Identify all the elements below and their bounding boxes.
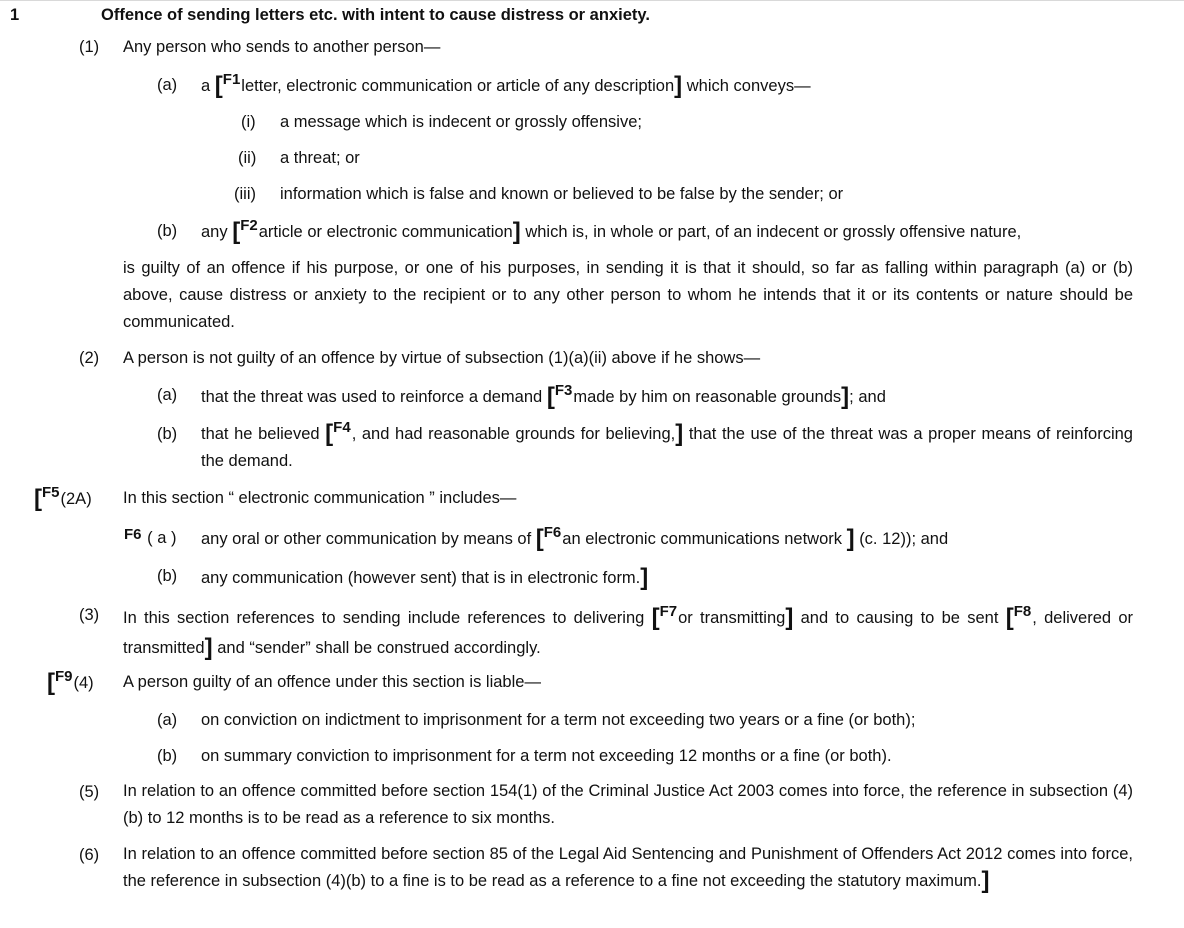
- amendment-bracket-close: ]: [674, 72, 683, 99]
- footnote-marker[interactable]: F9: [55, 668, 73, 685]
- amendment-bracket-open: [: [546, 383, 555, 410]
- paragraph-text: on conviction on indictment to imprisonment for a term not exceeding two years or a fine (or both);: [201, 711, 916, 729]
- subsection-label: [F5(2A): [34, 484, 92, 512]
- amendment-bracket-open: [: [651, 604, 660, 631]
- subsection-label: (5): [79, 783, 100, 801]
- item-label: (iii): [234, 185, 256, 203]
- footnote-marker[interactable]: F7: [659, 603, 678, 620]
- paragraph-label: (b): [157, 222, 178, 240]
- paragraph-label: (a): [157, 711, 178, 729]
- amendment-bracket-close: ]: [785, 604, 794, 631]
- footnote-marker[interactable]: F6: [543, 524, 562, 541]
- subsection-text: In this section references to sending include references to delivering [F7or transmitting] and to causing to be sent [F8, delivered or transmitted] and “sender” shall be construed accordingly.: [123, 603, 1134, 661]
- section-number: 1: [10, 6, 20, 24]
- amendment-bracket-close: ]: [512, 218, 521, 245]
- footnote-marker[interactable]: F2: [240, 217, 258, 234]
- item-text: a threat; or: [280, 149, 360, 167]
- item-label: (ii): [238, 149, 257, 167]
- footnote-marker[interactable]: F8: [1013, 603, 1032, 620]
- subsection-conclusion: is guilty of an offence if his purpose, or one of his purposes, in sending it is that it should, so far as falling within paragraph (a) or (b) above, cause distress or anxiety to the recipient or to any other person to whom he intends that it or its contents or nature should be communicated.: [123, 259, 1133, 331]
- subsection-label: (2): [79, 349, 100, 367]
- paragraph-text: any oral or other communication by means of [F6an electronic communications network ] (c. 12)); and: [201, 524, 949, 552]
- footnote-marker[interactable]: F1: [222, 71, 241, 88]
- amendment-bracket-close: ]: [675, 420, 684, 447]
- footnote-marker[interactable]: F4: [333, 419, 351, 436]
- paragraph-label: (a): [157, 76, 178, 94]
- paragraph-label: (a): [157, 386, 178, 404]
- amendment-bracket-close: ]: [846, 525, 855, 552]
- item-text: a message which is indecent or grossly offensive;: [280, 113, 642, 131]
- amendment-bracket-close: ]: [204, 634, 213, 661]
- paragraph-text: a [F1letter, electronic communication or article of any description] which conveys—: [201, 71, 811, 99]
- paragraph-label: (b): [157, 425, 178, 443]
- subsection-label: (6): [79, 846, 100, 864]
- paragraph-text: any communication (however sent) that is in electronic form.]: [201, 564, 649, 591]
- amendment-bracket-open: [: [214, 72, 223, 99]
- amendment-bracket-open: [: [535, 525, 544, 552]
- amendment-bracket-open: [: [325, 420, 334, 447]
- paragraph-text: that he believed [F4, and had reasonable grounds for believing,] that the use of the threat was a proper means of reinforcing the demand.: [201, 419, 1133, 470]
- subsection-text: In relation to an offence committed before section 85 of the Legal Aid Sentencing and Punishment of Offenders Act 2012 comes into force, the reference in subsection (4)(b) to a fine is to be read as a reference to a fine not exceeding the statutory maximum.]: [123, 845, 1133, 894]
- subsection-text: In relation to an offence committed before section 154(1) of the Criminal Justice Act 2003 comes into force, the reference in subsection (4)(b) to 12 months is to be read as a reference to six months.: [123, 782, 1133, 827]
- subsection-label: [F9(4): [47, 668, 94, 696]
- paragraph-label: (b): [157, 567, 178, 585]
- footnote-marker[interactable]: F6: [124, 526, 142, 543]
- amendment-bracket-close: ]: [841, 383, 850, 410]
- amendment-bracket-close: ]: [981, 867, 990, 894]
- amendment-bracket-open: [: [47, 669, 55, 696]
- paragraph-label: (b): [157, 747, 178, 765]
- top-rule: [0, 0, 1184, 1]
- amendment-bracket-open: [: [1005, 604, 1014, 631]
- paragraph-text: on summary conviction to imprisonment for a term not exceeding 12 months or a fine (or both).: [201, 747, 892, 765]
- section-title: Offence of sending letters etc. with intent to cause distress or anxiety.: [101, 6, 650, 24]
- amendment-bracket-close: ]: [640, 564, 649, 591]
- subsection-intro: Any person who sends to another person—: [123, 38, 441, 56]
- amendment-bracket-open: [: [34, 485, 42, 512]
- subsection-intro: In this section “ electronic communication ” includes—: [123, 489, 517, 507]
- item-text: information which is false and known or believed to be false by the sender; or: [280, 185, 844, 203]
- paragraph-text: any [F2article or electronic communication] which is, in whole or part, of an indecent or grossly offensive nature,: [201, 217, 1022, 245]
- paragraph-text: that the threat was used to reinforce a demand [F3made by him on reasonable grounds]; and: [201, 382, 886, 410]
- subsection-label: (1): [79, 38, 100, 56]
- subsection-intro: A person is not guilty of an offence by virtue of subsection (1)(a)(ii) above if he shows—: [123, 349, 761, 367]
- subsection-label: (3): [79, 606, 100, 624]
- subsection-intro: A person guilty of an offence under this section is liable—: [123, 673, 541, 691]
- item-label: (i): [241, 113, 256, 131]
- footnote-marker[interactable]: F3: [554, 382, 573, 399]
- amendment-bracket-open: [: [232, 218, 241, 245]
- paragraph-label: F6 ( a ): [124, 526, 177, 547]
- footnote-marker[interactable]: F5: [42, 484, 60, 501]
